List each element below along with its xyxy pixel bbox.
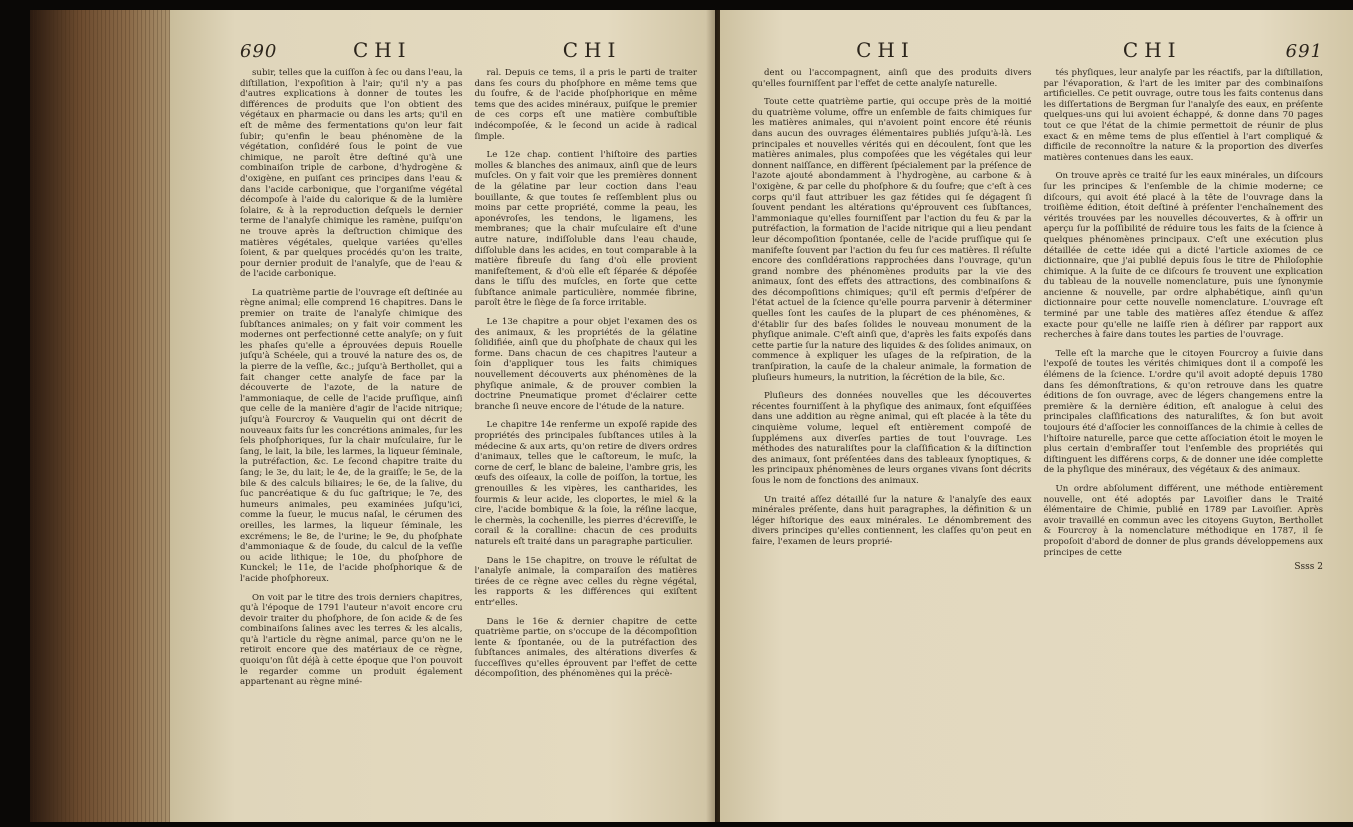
- right-running-head: [752, 38, 1323, 68]
- left-running-head: [240, 38, 697, 68]
- paragraph: Le chapitre 14e renferme un expoſé rapide des propriétés des principales ſubſtances utiles à la médecine & aux arts, qu'on retire de divers ordres d'animaux, telles que le caſtoreum, le muſc, la corne de cerf, le blanc de baleine, l'ambre gris, les œufs des oiſeaux, la colle de poiſſon, la tortue, les grenouilles & les vipères, les cantharides, les fourmis & leur acide, les cloportes, le miel & la cire, l'acide bombique & la ſoie, la réſine lacque, le chermès, la cochenille, les pierres d'écreviſſe, le corail & la coralline: chacun de ces produits naturels eſt traité dans un paragraphe particulier.: [474, 420, 697, 547]
- left-page: [170, 10, 715, 822]
- paragraph: Toute cette quatrième partie, qui occupe près de la moitié du quatrième volume, offre un enſemble de faits chimiques ſur les matières animales, qui n'avoient point encore été réunis dans aucun des ouvrages élémentaires publiés juſqu'à-là. Les principales et nouvelles vérités qui en découlent, ſont que les matières animales, plus compoſées que les végétales qui leur donnent naiſſance, en diffèrent ſpécialement par la préſence de l'azote ajouté abondamment à l'hydrogène, au carbone & à l'oxigène, & par celle du phoſphore & du ſoufre; que c'eſt à ces corps qu'il faut attribuer les gaz fétides qui ſe dégagent ſi ſouvent pendant les altérations qu'éprouvent ces ſubſtances, l'ammoniaque qu'elles fourniſſent par l'action du feu & par la putréfaction, la formation de l'acide nitrique qui a lieu pendant leur décompoſition ſpontanée, celle de l'acide pruſſique qui ſe manifeſte ſouvent par l'action du feu ſur ces matières. Il réſulte encore des conſidérations rapprochées dans l'ouvrage, qu'un grand nombre des phénomènes produits par la vie des animaux, ſont des effets des attractions, des combinaiſons & des décompoſitions chimiques; qu'il eſt permis d'eſpérer de l'état actuel de la ſcience qu'elle pourra parvenir à déterminer quelles ſont les cauſes de la plupart de ces phénomènes, & d'établir ſur des baſes ſolides le nouveau monument de la phyſique animale. C'eſt ainſi que, d'après les faits expoſés dans cette partie ſur la nature des liquides & des ſolides animaux, on commence à expliquer les uſages de la reſpiration, de la tranſpiration, la cauſe de la chaleur animale, la formation de pluſieurs humeurs, la nutrition, la ſécrétion de la bile, &c.: [752, 97, 1032, 383]
- paragraph: Dans le 15e chapitre, on trouve le réſultat de l'analyſe animale, la comparaiſon des matières tirées de ce règne avec celles du règne végétal, les rapports & les différences qui exiſtent entr'elles.: [474, 555, 697, 608]
- paragraph: Un traité aſſez détaillé ſur la nature & l'analyſe des eaux minérales préſente, dans huit paragraphes, la définition & un léger hiſtorique des eaux minérales. Le dénombrement des divers principes qu'elles contiennent, les claſſes qu'on peut en faire, l'examen de leurs proprié-: [752, 494, 1032, 547]
- signature-mark: Ssss 2: [1294, 562, 1323, 573]
- paragraph: Telle eſt la marche que le citoyen Fourcroy a ſuivie dans l'expoſé de toutes les vérités chimiques dont il a compoſé les élémens de la ſcience. L'ordre qu'il avoit adopté depuis 1780 dans ſes démonſtrations, & qu'on retrouve dans les quatre éditions de ſon ouvrage, avec de légers changemens entre la première & la dernière édition, eſt analogue à celui des principales claſſifications des naturaliſtes, & ſon but avoit toujours été d'aſſocier les connoiſſances de la chimie à celles de l'hiſtoire naturelle, parce que cette aſſociation étoit le moyen le plus certain d'embraſſer tout l'enſemble des propriétés qui diſtinguent les différens corps, & de donner une idée complette de la phyſique des minéraux, des végétaux & des animaux.: [1043, 348, 1323, 476]
- paragraph: dent ou l'accompagnent, ainſi que des produits divers qu'elles fourniſſent par l'effet de cette analyſe naturelle.: [752, 68, 1032, 89]
- running-head: CHI: [562, 38, 622, 62]
- running-head: CHI: [352, 38, 412, 62]
- open-book: [30, 10, 1353, 822]
- text-column: [752, 68, 1032, 798]
- paragraph: Le 12e chap. contient l'hiſtoire des parties molles & blanches des animaux, ainſi que de leurs muſcles. On y fait voir que les premières donnent de la gélatine par leur coction dans l'eau bouillante, & que toutes ſe reſſemblent plus ou moins par cette propriété, comme la peau, les aponévroſes, les tendons, le ligamens, les membranes; que la chair muſculaire eſt d'une autre nature, indiſſoluble dans l'eau chaude, diſſoluble dans les acides, en tout comparable à la matière fibreuſe du ſang d'où elle provient manifeſtement, & d'où elle eſt ſéparée & dépoſée dans le tiſſu des muſcles, en ſorte que cette ſubſtance animale particulière, nommée fibrine, paroît être le ſiège de ſa force irritable.: [474, 150, 697, 309]
- paragraph: Un ordre abſolument différent, une méthode entièrement nouvelle, ont été adoptés par Lavoiſier dans le Traité élémentaire de Chimie, publié en 1789 par Lavoiſier. Après avoir travaillé en commun avec les citoyens Guyton, Berthollet & Fourcroy à la nomenclature méthodique en 1787, il ſe propoſoit d'abord de donner de plus grands développemens aux principes de cette: [1043, 483, 1323, 558]
- text-column: [475, 68, 698, 798]
- paragraph: ral. Depuis ce tems, il a pris le parti de traiter dans ſes cours du phoſphore en même tems que du ſoufre, & de l'acide phoſphorique en même tems que des acides minéraux, puiſque le premier de ces corps eſt une matière combuſtible indécompoſée, & le ſecond un acide à radical ſimple.: [474, 68, 697, 142]
- page-number: 691: [1285, 41, 1323, 62]
- text-column: [1044, 68, 1324, 798]
- paragraph: Le 13e chapitre a pour objet l'examen des os des animaux, & les propriétés de la gélatine ſolidifiée, ainſi que du phoſphate de chaux qui les forme. Dans chacun de ces chapitres l'auteur a ſoin d'appliquer tous les faits chimiques nouvellement découverts aux phénomènes de la phyſique animale, & de prouver combien la doctrine Pneumatique promet d'éclairer cette branche ſi neuve encore de l'étude de la nature.: [474, 317, 697, 412]
- page-number: 690: [240, 41, 278, 62]
- running-head: CHI: [1122, 38, 1182, 62]
- page-edges: [30, 10, 170, 822]
- text-column: [240, 68, 463, 798]
- paragraph: Pluſieurs des données nouvelles que les découvertes récentes fourniſſent à la phyſique des animaux, ſont eſquiſſées dans une addition au règne animal, qui eſt placée à la tête du cinquième volume, lequel eſt entièrement compoſé de ſupplémens aux diverſes parties de tout l'ouvrage. Les méthodes des naturaliſtes pour la claſſification & la diſtinction des animaux, ſont préſentées dans des tableaux ſynoptiques, & les principaux phénomènes de leurs organes vivans ſont décrits ſous le nom de fonctions des animaux.: [752, 391, 1032, 486]
- paragraph: Dans le 16e & dernier chapitre de cette quatrième partie, on s'occupe de la décompoſition lente & ſpontanée, ou de la putréfaction des ſubſtances animales, des altérations diverſes & ſucceſſives qu'elles éprouvent par l'effet de cette décompoſition, des phénomènes qui la précè-: [474, 616, 697, 680]
- paragraph: On voit par le titre des trois derniers chapitres, qu'à l'époque de 1791 l'auteur n'avoit encore cru devoir traiter du phoſphore, de ſon acide & de ſes combinaiſons ſalines avec les terres & les alcalis, qu'à l'article du règne animal, parce qu'on ne le retiroit encore que des matériaux de ce règne, quoiqu'on ſût déjà à cette époque que l'on pouvoit le regarder comme un produit également appartenant au règne miné-: [240, 592, 463, 688]
- paragraph: tés phyſiques, leur analyſe par les réactifs, par la diſtillation, par l'évaporation, & l'art de les imiter par des combinaiſons artificielles. Ce petit ouvrage, outre tous les faits contenus dans les diſſertations de Bergman ſur l'analyſe des eaux, en préſente quelques-uns qui lui avoient échappé, & donne dans 70 pages tout ce que l'état de la chimie permettoit de réunir de plus exact & en même tems de plus eſſentiel à l'art compliqué & difficile de reconnoître la nature & la proportion des diverſes matières contenues dans les eaux.: [1043, 68, 1323, 163]
- running-head: CHI: [856, 38, 915, 62]
- paragraph: subir, telles que la cuiſſon à ſec ou dans l'eau, la diſtillation, l'expoſition à l'air; qu'il n'y a pas d'autres explications à donner de toutes les différences de produits que l'on obtient des végétaux en pharmacie ou dans les arts; qu'il en eſt de même des fermentations qu'on leur fait ſubir; qu'enfin le beau phénomène de la végétation, conſidéré ſous le point de vue chimique, ne paroît être deſtiné qu'à une combinaiſon triple de carbone, d'hydrogène & d'oxigène, en puiſant ces principes dans l'eau & dans l'acide carbonique, que l'organiſme végétal décompoſe à l'aide du calorique & de la lumière ſolaire, & à la reproduction deſquels le dernier terme de l'analyſe chimique les ramène, puiſqu'on ne trouve après la deſtruction chimique des matières végétales, quelque variées qu'elles ſoient, & par quelques procédés qu'on les traite, pour dernier produit de l'analyſe, que de l'eau & de l'acide carbonique.: [240, 68, 463, 280]
- right-page: [720, 10, 1353, 822]
- paragraph: La quatrième partie de l'ouvrage eſt deſtinée au règne animal; elle comprend 16 chapitres. Dans le premier on traite de l'analyſe chimique des ſubſtances animales; on y fait voir comment les modernes ont perfectionné cette analyſe; on y ſuit les phaſes qu'elle a éprouvées depuis Rouelle juſqu'à Schéele, qui a trouvé la nature des os, de la pierre de la veſſie, &c.; juſqu'à Berthollet, qui a fait changer cette analyſe de face par la découverte de l'azote, de la nature de l'ammoniaque, de celle de l'acide pruſſique, ainſi que celle de la manière d'agir de l'acide nitrique; juſqu'à Fourcroy & Vauquelin qui ont décrit de nouveaux faits ſur les concrétions animales, ſur les ſels phoſphoriques, ſur la chair muſculaire, ſur le ſang, le lait, la bile, les larmes, la liqueur ſéminale, la putréfaction, &c. Le ſecond chapitre traite du ſang; le 3e, du lait; le 4e, de la graiſſe; le 5e, de la bile & des calculs biliaires; le 6e, de la ſalive, du ſuc pancréatique & du ſuc gaſtrique; le 7e, des humeurs animales, peu examinées juſqu'ici, comme la ſueur, le mucus naſal, le cérumen des oreilles, les larmes, la liqueur ſéminale, les excrémens; le 8e, de l'urine; le 9e, du phoſphate d'ammoniaque & de ſoude, du calcul de la veſſie ou acide lithique; le 10e, du phoſphore de Kunckel; le 11e, de l'acide phoſphorique & de l'acide phoſphoreux.: [240, 287, 463, 584]
- paragraph: On trouve après ce traité ſur les eaux minérales, un diſcours ſur les principes & l'enſemble de la chimie moderne; ce diſcours, qui avoit été placé à la tête de l'ouvrage dans la troiſième édition, étoit deſtiné à préſenter l'enchaînement des vérités trouvées par les nouvelles découvertes, & à offrir un aperçu ſur la poſſibilité de réduire tous les faits de la ſcience à quelques phénomènes principaux. C'eſt une exécution plus détaillée de cette idée qui a dicté l'article axiomes de ce dictionnaire, que j'ai publié depuis ſous le titre de Philoſophie chimique. A la ſuite de ce diſcours ſe trouvent une explication du tableau de la nouvelle nomenclature, puis une ſynonymie ancienne & nouvelle, par ordre alphabétique, ainſi qu'un dictionnaire pour cette nouvelle nomenclature. L'ouvrage eſt terminé par une table des matières aſſez étendue & aſſez exacte pour qu'elle ne laiſſe rien à déſirer par rapport aux recherches à faire dans toutes les parties de l'ouvrage.: [1043, 171, 1323, 341]
